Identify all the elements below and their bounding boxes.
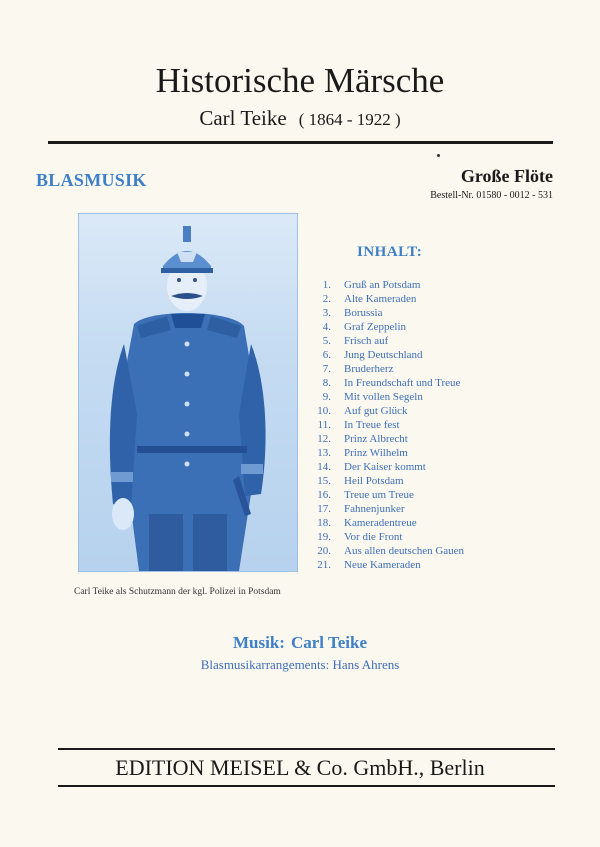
item-title: Fahnenjunker: [344, 503, 405, 515]
item-title: Auf gut Glück: [344, 405, 408, 417]
list-item: [300, 530, 560, 544]
ink-speck: [437, 154, 440, 157]
list-item: [300, 516, 560, 530]
item-title: Gruß an Potsdam: [344, 279, 421, 291]
item-title: Der Kaiser kommt: [344, 461, 426, 473]
list-item: [300, 432, 560, 446]
item-number: 12.: [317, 433, 331, 445]
composer-line: [0, 106, 600, 132]
item-title: Treue um Treue: [344, 489, 414, 501]
item-title: Alte Kameraden: [344, 293, 417, 305]
list-item: [300, 544, 560, 558]
item-title: Prinz Albrecht: [344, 433, 408, 445]
item-title: In Freundschaft und Treue: [344, 377, 461, 389]
composer-years: ( 1864 - 1922 ): [298, 110, 401, 129]
contents-list: [300, 278, 560, 572]
item-number: 17.: [317, 503, 331, 515]
item-title: Jung Deutschland: [344, 349, 423, 361]
item-number: 4.: [322, 321, 331, 333]
item-number: 5.: [322, 335, 331, 347]
item-title: Mit vollen Segeln: [344, 391, 423, 403]
list-item: [300, 460, 560, 474]
list-item: [300, 474, 560, 488]
item-number: 19.: [317, 531, 331, 543]
item-number: 7.: [322, 363, 331, 375]
list-item: [300, 488, 560, 502]
list-item: [300, 334, 560, 348]
arranger-credit: Blasmusikarrangements: Hans Ahrens: [200, 657, 400, 672]
list-item: [300, 292, 560, 306]
music-label: Musik:: [232, 633, 285, 652]
list-item: [300, 502, 560, 516]
list-item: [300, 320, 560, 334]
item-number: 18.: [317, 517, 331, 529]
music-composer: Carl Teike: [290, 633, 367, 652]
series-label: BLASMUSIK: [36, 170, 147, 190]
composer-portrait: [78, 213, 298, 572]
item-number: 9.: [322, 391, 331, 403]
item-number: 14.: [317, 461, 331, 473]
item-title: Kameradentreue: [344, 517, 417, 529]
item-number: 21.: [317, 559, 331, 571]
list-item: [300, 362, 560, 376]
instrument-name: Große Flöte: [460, 166, 553, 186]
list-item: [300, 404, 560, 418]
contents-heading: INHALT:: [357, 244, 423, 260]
item-number: 10.: [317, 405, 331, 417]
publisher-divider-top: [58, 748, 555, 750]
list-item: [300, 558, 560, 572]
item-title: Graf Zeppelin: [344, 321, 406, 333]
list-item: [300, 306, 560, 320]
item-title: Heil Potsdam: [344, 475, 404, 487]
item-number: 1.: [322, 279, 331, 291]
item-number: 15.: [317, 475, 331, 487]
list-item: [300, 418, 560, 432]
item-number: 8.: [322, 377, 331, 389]
item-title: Aus allen deutschen Gauen: [344, 545, 465, 557]
item-title: Vor die Front: [344, 531, 403, 543]
item-title: Borussia: [344, 307, 383, 319]
item-number: 16.: [317, 489, 331, 501]
list-item: [300, 390, 560, 404]
photo-caption: Carl Teike als Schutzmann der kgl. Polizei in Potsdam: [74, 587, 281, 597]
item-title: Frisch auf: [344, 335, 389, 347]
item-number: 2.: [322, 293, 331, 305]
item-title: Prinz Wilhelm: [344, 447, 408, 459]
list-item: [300, 348, 560, 362]
item-title: Bruderherz: [344, 363, 394, 375]
item-title: In Treue fest: [344, 419, 400, 431]
music-credit: [0, 633, 600, 653]
item-number: 20.: [317, 545, 331, 557]
item-number: 13.: [317, 447, 331, 459]
item-title: Neue Kameraden: [344, 559, 421, 571]
list-item: [300, 376, 560, 390]
portrait-illustration: [79, 214, 297, 571]
list-item: [300, 278, 560, 292]
top-divider: [48, 141, 553, 144]
order-number: Bestell-Nr. 01580 - 0012 - 531: [430, 190, 553, 201]
composer-name: Carl Teike: [199, 106, 287, 130]
item-number: 3.: [322, 307, 331, 319]
item-number: 6.: [322, 349, 331, 361]
publisher-name: EDITION MEISEL & Co. GmbH., Berlin: [115, 755, 485, 780]
item-number: 11.: [317, 419, 331, 431]
page-title: Historische Märsche: [155, 61, 445, 100]
publisher-divider-bottom: [58, 785, 555, 787]
list-item: [300, 446, 560, 460]
